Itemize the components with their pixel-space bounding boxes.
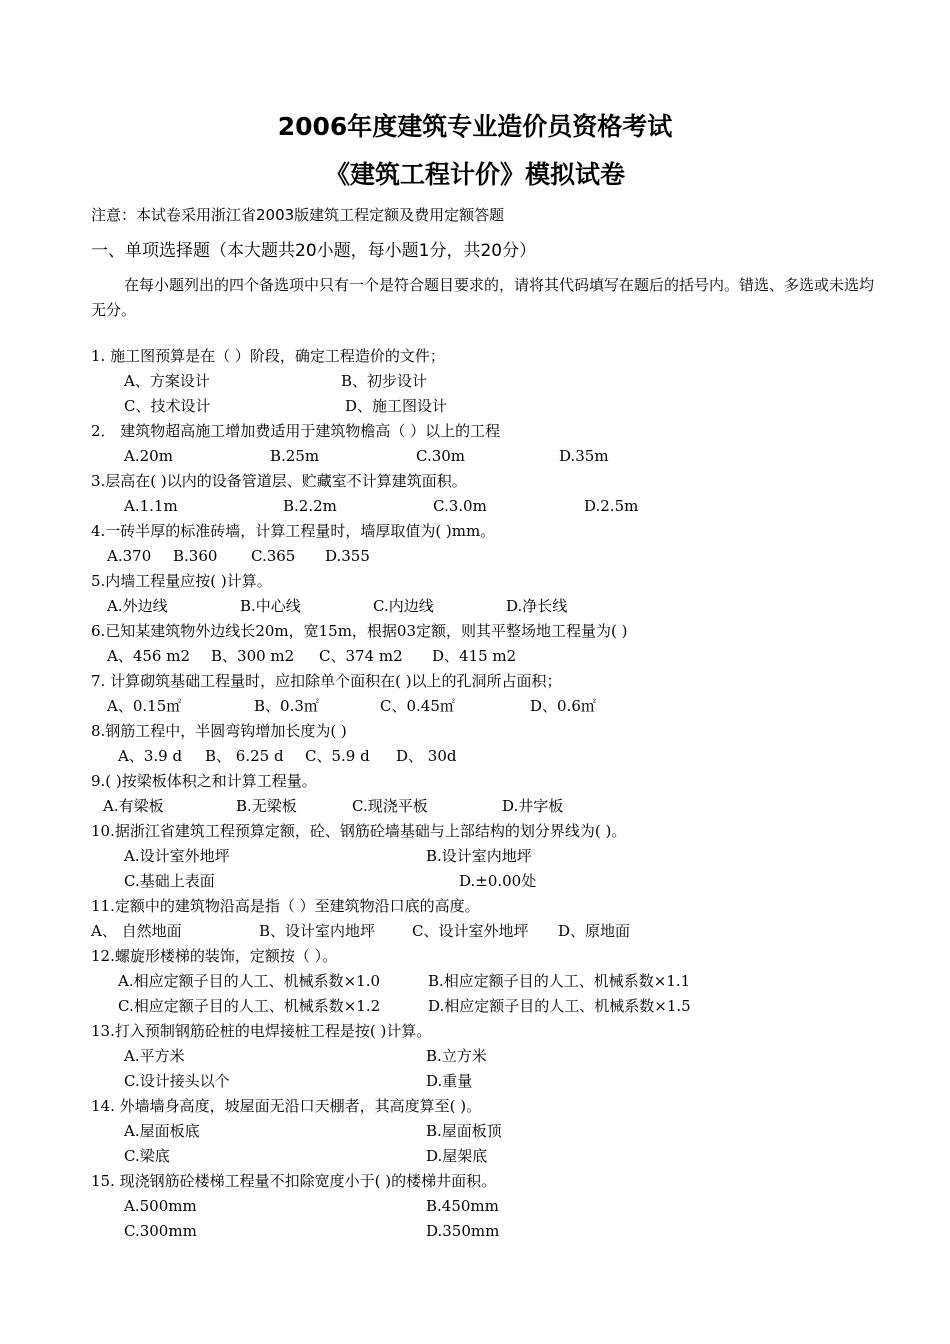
question-11-stem: 11.定额中的建筑物沿高是指（ ）至建筑物沿口底的高度。 xyxy=(91,897,480,915)
question-5-option-b: B.中心线 xyxy=(240,597,301,615)
question-7-option-b: B、0.3㎡ xyxy=(254,697,319,715)
question-13-option-c: C.设计接头以个 xyxy=(124,1072,230,1090)
question-2-option-a: A.20m xyxy=(124,447,173,465)
question-11-option-c: C、设计室外地坪 xyxy=(412,922,529,940)
question-12-option-d: D.相应定额子目的人工、机械系数×1.5 xyxy=(428,997,691,1015)
question-1-option-b: B、初步设计 xyxy=(341,372,428,390)
question-7-stem: 7. 计算砌筑基础工程量时，应扣除单个面积在( )以上的孔洞所占面积； xyxy=(91,672,562,690)
question-15-option-c: C.300mm xyxy=(124,1222,197,1240)
section-instructions: 在每小题列出的四个备选项中只有一个是符合题目要求的，请将其代码填写在题后的括号内。错选、多选或未选均无分。 xyxy=(91,276,875,319)
question-9-stem: 9.( )按梁板体积之和计算工程量。 xyxy=(91,772,317,790)
exam-note: 注意：本试卷采用浙江省2003版建筑工程定额及费用定额答题 xyxy=(91,206,505,224)
question-8-option-b: B、 6.25 d xyxy=(205,747,284,765)
question-5-option-c: C.内边线 xyxy=(373,597,434,615)
question-14-option-d: D.屋架底 xyxy=(426,1147,488,1165)
question-14-option-b: B.屋面板顶 xyxy=(426,1122,502,1140)
question-6-option-b: B、300 m2 xyxy=(211,647,295,665)
question-10-option-c: C.基础上表面 xyxy=(124,872,215,890)
question-1-option-a: A、方案设计 xyxy=(124,372,210,390)
question-4-stem: 4.一砖半厚的标准砖墙，计算工程量时，墙厚取值为( )mm。 xyxy=(91,522,496,540)
question-12-option-b: B.相应定额子目的人工、机械系数×1.1 xyxy=(428,972,691,990)
question-3-option-c: C.3.0m xyxy=(433,497,487,515)
question-6-stem: 6.已知某建筑物外边线长20m，宽15m，根据03定额，则其平整场地工程量为( ) xyxy=(91,622,628,640)
question-3-stem: 3.层高在( )以内的设备管道层、贮藏室不计算建筑面积。 xyxy=(91,472,467,490)
question-7-option-a: A、0.15㎡ xyxy=(107,697,182,715)
question-1-option-d: D、施工图设计 xyxy=(345,397,448,415)
exam-subtitle: 《建筑工程计价》模拟试卷 xyxy=(324,160,625,189)
question-9-option-b: B.无梁板 xyxy=(236,797,297,815)
exam-title: 2006年度建筑专业造价员资格考试 xyxy=(277,112,673,141)
question-5-option-d: D.净长线 xyxy=(506,597,568,615)
question-10-option-d: D.±0.00处 xyxy=(459,872,537,890)
question-6-option-c: C、374 m2 xyxy=(319,647,403,665)
question-11-option-b: B、设计室内地坪 xyxy=(259,922,376,940)
question-3-option-b: B.2.2m xyxy=(283,497,337,515)
question-13-stem: 13.打入预制钢筋砼桩的电焊接桩工程是按( )计算。 xyxy=(91,1022,432,1040)
question-3-option-d: D.2.5m xyxy=(584,497,639,515)
question-14-stem: 14. 外墙墙身高度，坡屋面无沿口天棚者，其高度算至( )。 xyxy=(91,1097,482,1115)
question-2-option-b: B.25m xyxy=(270,447,320,465)
question-8-option-d: D、 30d xyxy=(396,747,457,765)
question-4-option-c: C.365 xyxy=(251,547,296,565)
question-9-option-c: C.现浇平板 xyxy=(352,797,428,815)
question-8-stem: 8.钢筋工程中，半圆弯钩增加长度为( ) xyxy=(91,722,347,740)
question-14-option-a: A.屋面板底 xyxy=(124,1122,200,1140)
question-4-option-d: D.355 xyxy=(325,547,370,565)
section-heading: 一、单项选择题（本大题共20小题，每小题1分，共20分） xyxy=(91,241,537,261)
question-7-option-c: C、0.45㎡ xyxy=(380,697,455,715)
question-15-option-b: B.450mm xyxy=(426,1197,499,1215)
question-13-option-d: D.重量 xyxy=(426,1072,473,1090)
question-12-option-a: A.相应定额子目的人工、机械系数×1.0 xyxy=(118,972,381,990)
question-13-option-b: B.立方米 xyxy=(426,1047,487,1065)
question-1-option-c: C、技术设计 xyxy=(124,397,211,415)
question-2-stem: 2． 建筑物超高施工增加费适用于建筑物檐高（ ）以上的工程 xyxy=(91,422,501,440)
question-9-option-d: D.井字板 xyxy=(502,797,564,815)
question-1-stem: 1. 施工图预算是在（ ）阶段，确定工程造价的文件； xyxy=(91,347,445,365)
question-2-option-c: C.30m xyxy=(416,447,466,465)
question-8-option-a: A、3.9 d xyxy=(118,747,183,765)
question-6-option-a: A、456 m2 xyxy=(107,647,190,665)
question-7-option-d: D、0.6㎡ xyxy=(530,697,596,715)
question-4-option-a: A.370 xyxy=(107,547,152,565)
question-10-stem: 10.据浙江省建筑工程预算定额，砼、钢筋砼墙基础与上部结构的划分界线为( )。 xyxy=(91,822,627,840)
question-11-option-a: A、 自然地面 xyxy=(91,922,182,940)
question-13-option-a: A.平方米 xyxy=(124,1047,185,1065)
question-6-option-d: D、415 m2 xyxy=(432,647,517,665)
question-15-option-d: D.350mm xyxy=(426,1222,500,1240)
question-3-option-a: A.1.1m xyxy=(124,497,178,515)
question-12-stem: 12.螺旋形楼梯的装饰，定额按（ ）。 xyxy=(91,947,338,965)
question-14-option-c: C.梁底 xyxy=(124,1147,170,1165)
question-15-stem: 15. 现浇钢筋砼楼梯工程量不扣除宽度小于( )的楼梯井面积。 xyxy=(91,1172,497,1190)
question-8-option-c: C、5.9 d xyxy=(305,747,370,765)
question-4-option-b: B.360 xyxy=(173,547,218,565)
question-9-option-a: A.有梁板 xyxy=(103,797,164,815)
question-15-option-a: A.500mm xyxy=(124,1197,197,1215)
question-10-option-a: A.设计室外地坪 xyxy=(124,847,230,865)
question-11-option-d: D、原地面 xyxy=(558,922,631,940)
question-5-option-a: A.外边线 xyxy=(107,597,168,615)
question-10-option-b: B.设计室内地坪 xyxy=(426,847,532,865)
question-5-stem: 5.内墙工程量应按( )计算。 xyxy=(91,572,272,590)
question-12-option-c: C.相应定额子目的人工、机械系数×1.2 xyxy=(118,997,381,1015)
question-2-option-d: D.35m xyxy=(559,447,609,465)
